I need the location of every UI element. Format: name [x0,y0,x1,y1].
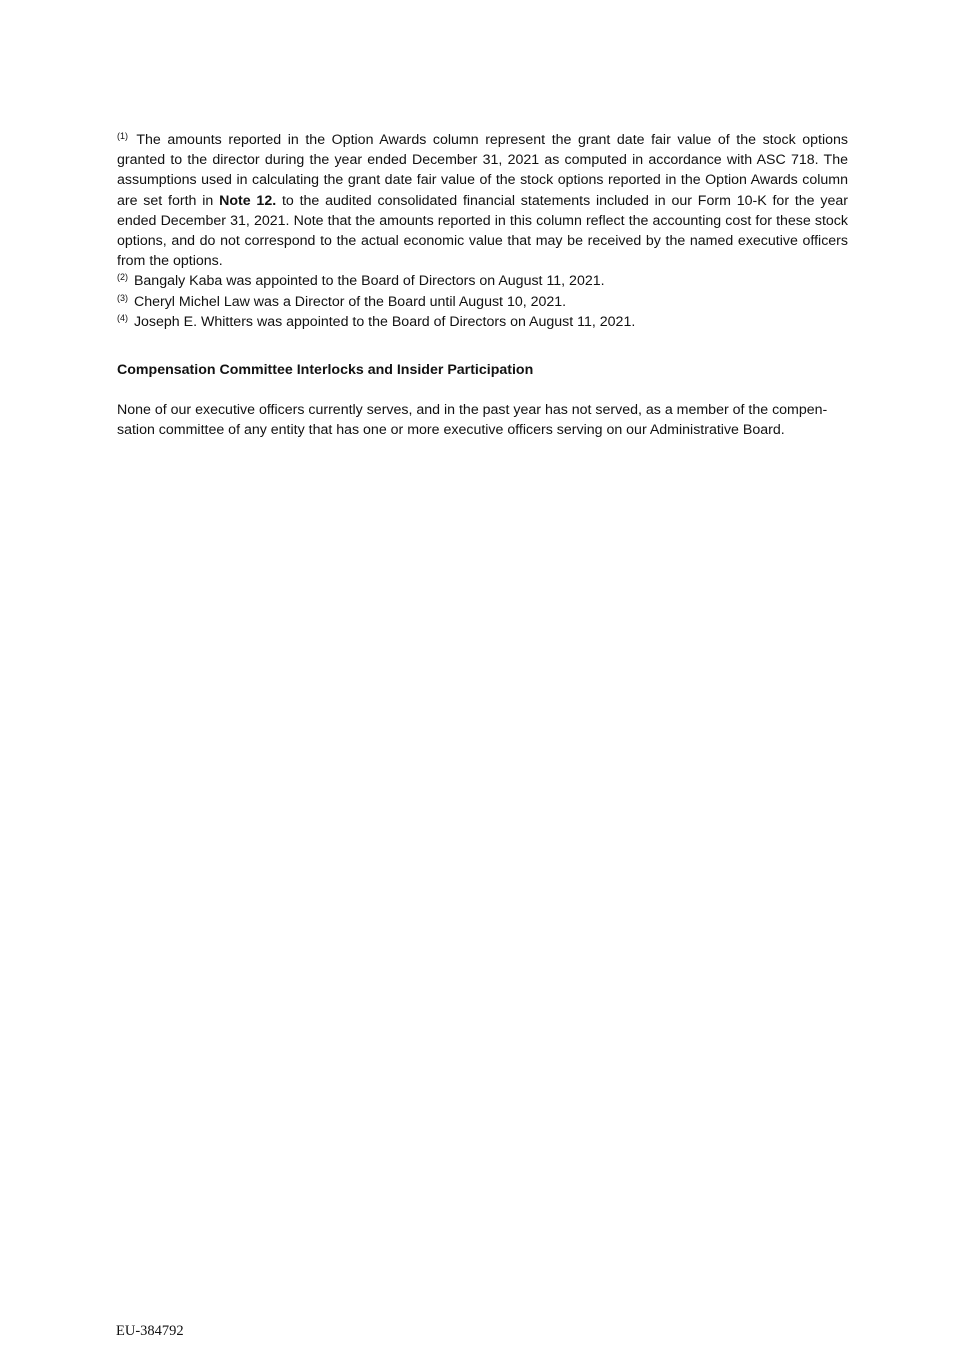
footnote-3 [117,292,848,312]
footnote-marker: (3) [117,292,128,303]
footnote-text: The amounts reported in the Option Awards column represent the grant date fair value of the stock options granted to the director during the year ended December 31, 2021 as computed in accordance with ASC 718. The assumptions used in calculating the grant date fair value of the stock options reported in the Option Awards column are set forth in [117,132,849,209]
footnote-marker: (1) [117,131,128,141]
footnote-1 [117,130,848,271]
document-id-footer: EU-384792 [116,1323,184,1339]
footnote-text: Cheryl Michel Law was a Director of the Board until August 10, 2021. [133,293,567,310]
footnote-text-continued: to the audited consolidated financial statements included in our Form 10-K for the year ended December 31, 2021. Note that the amounts reported in this column reflect the accounting cost for these stock options, and do not correspond to the actual economic value that may be received by the named executive officers from the options. [117,192,848,270]
footnote-marker: (2) [117,272,128,283]
footnote-4 [117,312,848,332]
footnote-text: Joseph E. Whitters was appointed to the Board of Directors on August 11, 2021. [133,313,636,330]
section-heading: Compensation Committee Interlocks and Insider Participation [117,362,534,379]
footnote-2 [117,271,848,291]
footnote-marker: (4) [117,312,128,323]
section-paragraph: None of our executive officers currently serves, and in the past year has not served, as a member of the compen-sation committee of any entity that has one or more executive officers serving on our Administrative Board. [117,402,828,439]
footnote-text: Bangaly Kaba was appointed to the Board of Directors on August 11, 2021. [133,273,605,290]
document-body [117,130,848,441]
note-reference: Note 12. [219,192,277,209]
